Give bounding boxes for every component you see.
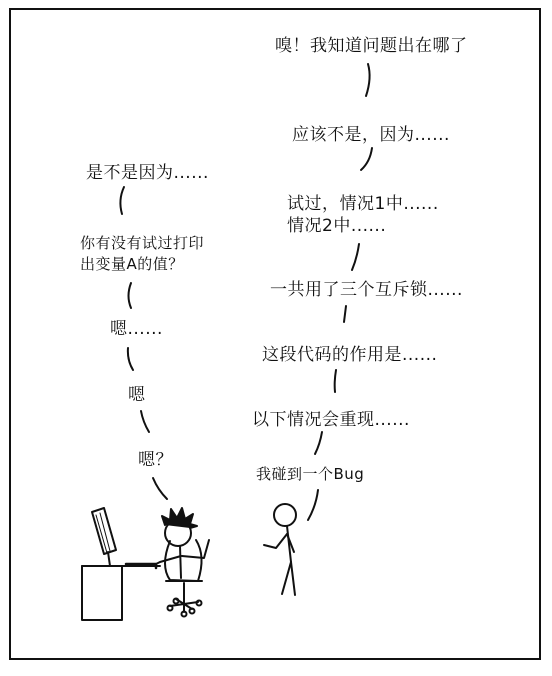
connector bbox=[366, 64, 370, 96]
speech-code-purpose: 这段代码的作用是...... bbox=[262, 345, 438, 365]
connector bbox=[120, 187, 124, 214]
speech-should-not-be: 应该不是，因为...... bbox=[292, 125, 450, 145]
standing-figure bbox=[264, 504, 296, 595]
leg-left bbox=[282, 562, 291, 594]
connector bbox=[315, 432, 322, 454]
office-chair bbox=[165, 540, 202, 617]
arm bbox=[152, 556, 181, 566]
speech-tried-cases: 试过，情况1中...... 情况2中...... bbox=[287, 194, 439, 236]
connector bbox=[153, 478, 167, 499]
head bbox=[274, 504, 296, 526]
caster bbox=[190, 609, 195, 614]
caster bbox=[182, 612, 187, 617]
arm-left bbox=[264, 534, 287, 548]
speech-found-it: 嗅！我知道问题出在哪了 bbox=[275, 36, 468, 56]
speech-reproduce: 以下情况会重现...... bbox=[252, 410, 410, 430]
desk-side bbox=[82, 566, 122, 620]
hair bbox=[162, 508, 197, 528]
caster bbox=[197, 601, 202, 606]
body bbox=[180, 546, 181, 578]
connector bbox=[335, 370, 336, 392]
leg-right bbox=[291, 562, 295, 595]
connector bbox=[141, 411, 149, 432]
speech-three-mutexes: 一共用了三个互斥锁...... bbox=[270, 280, 463, 300]
speech-hmm-3: 嗯？ bbox=[138, 450, 173, 470]
monitor-stand bbox=[108, 552, 110, 566]
speech-found-bug: 我碰到一个Bug bbox=[256, 465, 365, 483]
caster bbox=[174, 599, 179, 604]
speech-hmm-1: 嗯...... bbox=[110, 319, 163, 339]
chair-back bbox=[165, 540, 202, 581]
connector bbox=[308, 490, 318, 520]
speech-print-variable: 你有没有试过打印 出变量A的值？ bbox=[80, 234, 205, 273]
connector bbox=[129, 283, 132, 308]
connector bbox=[352, 244, 359, 270]
connector bbox=[361, 148, 372, 170]
connector bbox=[344, 306, 346, 322]
speech-is-it-because: 是不是因为...... bbox=[86, 163, 209, 183]
speech-hmm-2: 嗯 bbox=[128, 385, 146, 405]
connector bbox=[128, 348, 133, 370]
computer-desk bbox=[82, 508, 160, 620]
caster bbox=[168, 606, 173, 611]
